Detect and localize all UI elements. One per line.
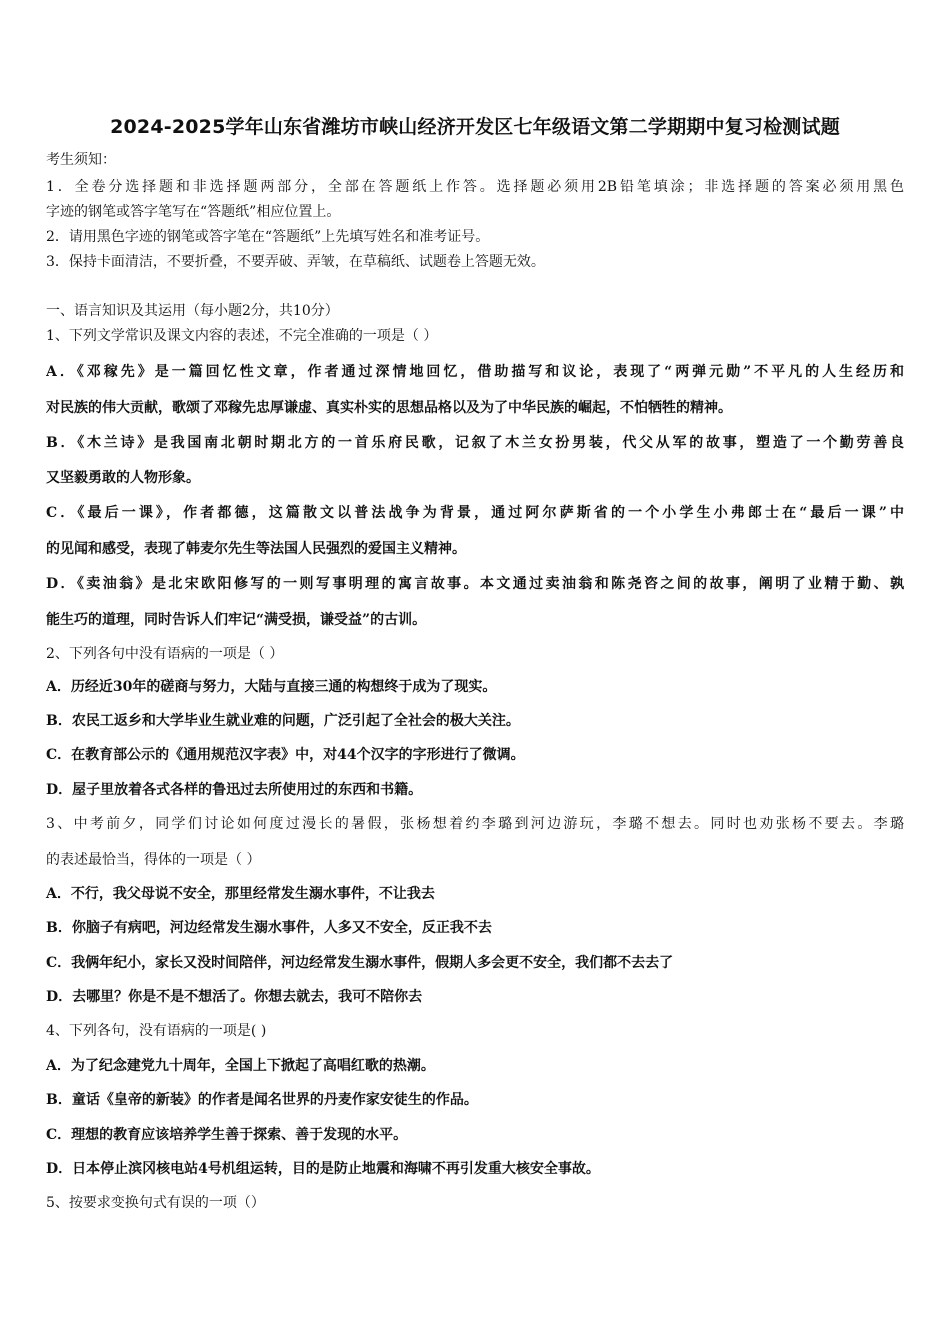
notice-heading: 考生须知： [46,152,116,168]
notice-item-2: 2．请用黑色字迹的钢笔或答字笔在“答题纸”上先填写姓名和准考证号。 [46,229,490,245]
question-1-option-c-line-1: C．《最后一课》，作者都德，这篇散文以普法战争为背景，通过阿尔萨斯省的一个小学生小弗郎士在“最后一课”中 [46,505,904,521]
question-2-option-d: D．屋子里放着各式各样的鲁迅过去所使用过的东西和书籍。 [46,782,423,798]
question-4-option-d: D．日本停止滨冈核电站4号机组运转，目的是防止地震和海啸不再引发重大核安全事故。 [46,1161,600,1177]
notice-item-1-line-1: 1．全卷分选择题和非选择题两部分，全部在答题纸上作答。选择题必须用2B铅笔填涂；非选择题的答案必须用黑色 [46,179,904,195]
question-3-option-d: D．去哪里？你是不是不想活了。你想去就去，我可不陪你去 [46,989,423,1005]
exam-title: 2024-2025学年山东省潍坊市峡山经济开发区七年级语文第二学期期中复习检测试题 [110,116,840,138]
question-4-option-b: B．童话《皇帝的新装》的作者是闻名世界的丹麦作家安徒生的作品。 [46,1092,478,1108]
question-1-option-d-line-2: 能生巧的道理，同时告诉人们牢记“满受损，谦受益”的古训。 [46,612,427,628]
question-4-stem: 4、下列各句，没有语病的一项是( ) [46,1023,267,1039]
notice-item-3: 3．保持卡面清洁，不要折叠，不要弄破、弄皱，在草稿纸、试题卷上答题无效。 [46,254,545,270]
question-3-stem-line-2: 的表述最恰当，得体的一项是（ ） [46,852,261,868]
question-1-option-a-line-2: 对民族的伟大贡献，歌颂了邓稼先忠厚谦虚、真实朴实的思想品格以及为了中华民族的崛起，不怕牺牲的精神。 [46,400,732,416]
question-2-option-c: C．在教育部公示的《通用规范汉字表》中，对44个汉字的字形进行了微调。 [46,747,525,763]
question-1-option-b-line-1: B．《木兰诗》是我国南北朝时期北方的一首乐府民歌，记叙了木兰女扮男装，代父从军的故事，塑造了一个勤劳善良 [46,435,904,451]
question-2-option-a: A．历经近30年的磋商与努力，大陆与直接三通的构想终于成为了现实。 [46,679,497,695]
question-4-option-a: A．为了纪念建党九十周年，全国上下掀起了高唱红歌的热潮。 [46,1058,435,1074]
question-3-option-c: C．我俩年纪小，家长又没时间陪伴，河边经常发生溺水事件，假期人多会更不安全，我们都不去去了 [46,955,674,971]
question-1-option-a-line-1: A．《邓稼先》是一篇回忆性文章，作者通过深情地回忆，借助描写和议论，表现了“两弹元勋”不平凡的人生经历和 [46,364,904,380]
question-3-option-b: B．你脑子有病吧，河边经常发生溺水事件，人多又不安全，反正我不去 [46,920,492,936]
question-1-stem: 1、下列文学常识及课文内容的表述，不完全准确的一项是（ ） [46,328,438,344]
question-5-stem: 5、按要求变换句式有误的一项（） [46,1195,265,1211]
question-2-option-b: B．农民工返乡和大学毕业生就业难的问题，广泛引起了全社会的极大关注。 [46,713,520,729]
question-1-option-d-line-1: D．《卖油翁》是北宋欧阳修写的一则写事明理的寓言故事。本文通过卖油翁和陈尧咨之间的故事，阐明了业精于勤、孰 [46,576,904,592]
notice-item-1-line-2: 字迹的钢笔或答字笔写在“答题纸”相应位置上。 [46,204,341,220]
question-1-option-b-line-2: 又坚毅勇敢的人物形象。 [46,470,200,486]
question-4-option-c: C．理想的教育应该培养学生善于探索、善于发现的水平。 [46,1127,408,1143]
question-3-option-a: A．不行，我父母说不安全，那里经常发生溺水事件，不让我去 [46,886,435,902]
question-1-option-c-line-2: 的见闻和感受，表现了韩麦尔先生等法国人民强烈的爱国主义精神。 [46,541,466,557]
question-3-stem-line-1: 3、中考前夕，同学们讨论如何度过漫长的暑假，张杨想着约李璐到河边游玩，李璐不想去。同时也劝张杨不要去。李璐 [46,816,904,832]
section-1-heading: 一、语言知识及其运用（每小题2分，共10分） [46,303,339,319]
question-2-stem: 2、下列各句中没有语病的一项是（ ） [46,646,284,662]
